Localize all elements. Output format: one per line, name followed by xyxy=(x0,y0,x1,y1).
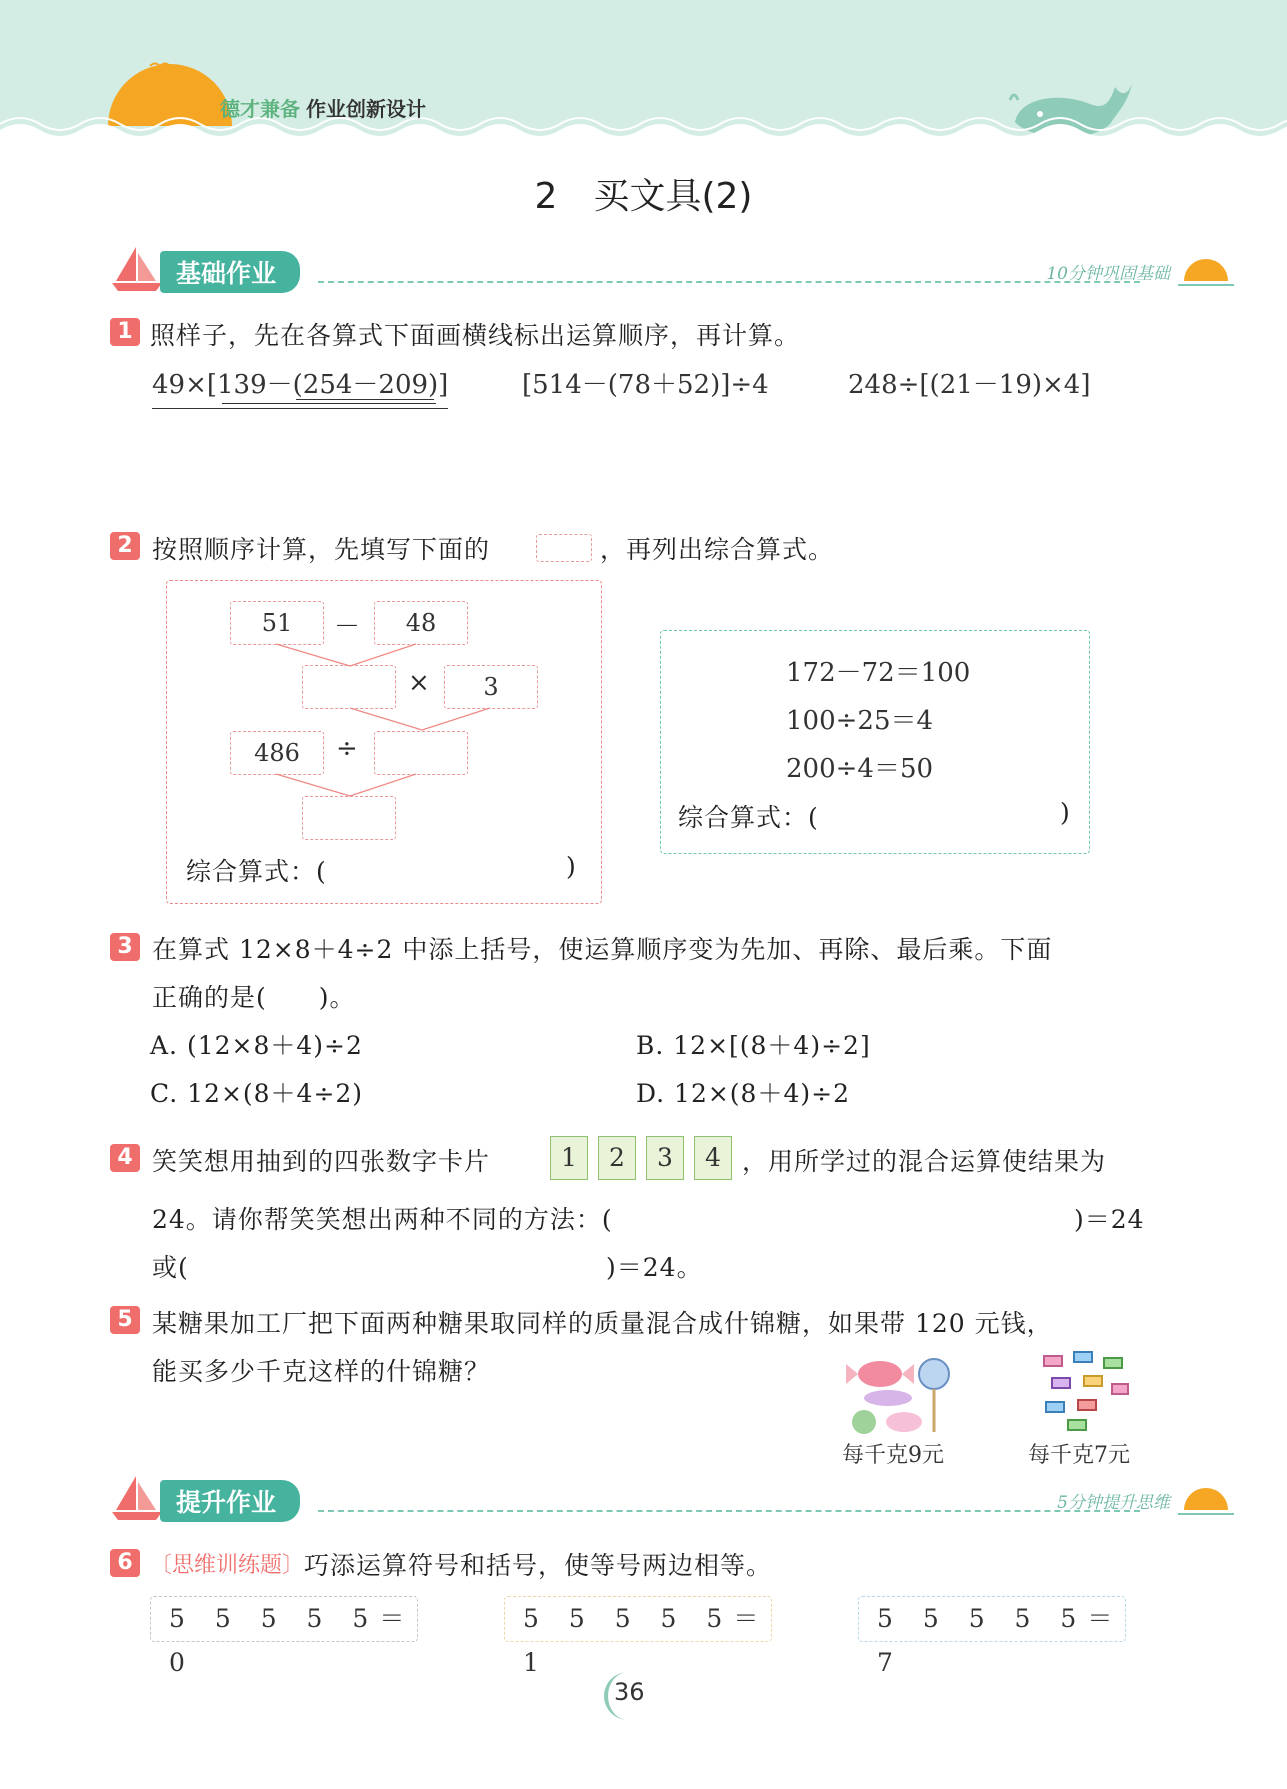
q2-tree-value-51: 51 xyxy=(230,601,324,645)
number-card-2: 2 xyxy=(598,1136,636,1180)
section-advanced-hint: 5分钟提升思维 xyxy=(1057,1493,1170,1513)
q2-tree-op-divide: ÷ xyxy=(336,734,358,764)
section-divider xyxy=(318,1510,1140,1512)
question-number: 5 xyxy=(110,1306,140,1334)
q3-option-b[interactable]: B. 12×[(8＋4)÷2] xyxy=(636,1031,871,1060)
brand-title xyxy=(220,93,426,122)
q2-step-2: 100÷25＝4 xyxy=(786,706,934,736)
q1-example-underline xyxy=(152,408,448,409)
q3-option-a[interactable]: A. (12×8＋4)÷2 xyxy=(150,1031,363,1060)
q1-expression-1: 49×[139－(254－209)] xyxy=(152,370,449,400)
candy-1-price: 每千克9元 xyxy=(842,1443,944,1468)
small-sun-icon xyxy=(1176,251,1236,291)
q5-question-line-2: 能买多少千克这样的什锦糖？ xyxy=(152,1357,491,1386)
q1-expression-3: 248÷[(21－19)×4] xyxy=(848,370,1091,400)
q1-expression-2: [514－(78＋52)]÷4 xyxy=(522,370,769,400)
sailboat-icon xyxy=(112,1474,164,1522)
q2-step-1: 172－72＝100 xyxy=(786,658,971,688)
question-number: 4 xyxy=(110,1144,140,1172)
q2-instruction-end: ，再列出综合算式。 xyxy=(600,535,835,564)
q4-line-2-right: )＝24 xyxy=(1074,1205,1145,1234)
lesson-title: 2 买文具(2) xyxy=(534,176,753,217)
q4-line-2-left: 24。请你帮笑笑想出两种不同的方法：( xyxy=(152,1205,613,1234)
q2-blank-box-example xyxy=(536,534,592,562)
brand-green-text: 德才兼备 xyxy=(220,97,300,121)
q2-combined-label-left: 综合算式：( xyxy=(186,857,327,886)
candy-type-2-image xyxy=(1038,1346,1132,1436)
q4-line-3-right: )＝24。 xyxy=(606,1253,703,1282)
q2-instruction-start: 按照顺序计算，先填写下面的 xyxy=(152,535,491,564)
q6-equation-2[interactable]: 5 5 5 5 5＝1 xyxy=(504,1596,772,1642)
question-number: 3 xyxy=(110,933,140,961)
q5-question-line-1: 某糖果加工厂把下面两种糖果取同样的质量混合成什锦糖，如果带 120 元钱， xyxy=(152,1309,1053,1338)
small-sun-icon xyxy=(1176,1480,1236,1520)
section-advanced-label: 提升作业 xyxy=(160,1480,300,1522)
q2-combined-label-right: 综合算式：( xyxy=(678,803,819,832)
page-header xyxy=(0,0,1287,150)
q6-equation-1[interactable]: 5 5 5 5 5＝0 xyxy=(150,1596,418,1642)
q2-tree-value-48: 48 xyxy=(374,601,468,645)
sun-icon xyxy=(108,64,232,126)
q4-text-end: ，用所学过的混合运算使结果为 xyxy=(742,1147,1107,1176)
section-basic-hint: 10分钟巩固基础 xyxy=(1046,264,1170,284)
q2-tree-value-3: 3 xyxy=(444,665,538,709)
candy-2-price: 每千克7元 xyxy=(1028,1443,1130,1468)
q2-tree-op-minus: － xyxy=(334,612,361,642)
number-card-4: 4 xyxy=(694,1136,732,1180)
section-basic-header xyxy=(60,245,1260,293)
page-number: 36 xyxy=(614,1678,645,1706)
q3-option-d[interactable]: D. 12×(8＋4)÷2 xyxy=(636,1079,850,1108)
q2-tree-value-486: 486 xyxy=(230,731,324,775)
question-number: 1 xyxy=(110,318,140,346)
brand-dark-text: 作业创新设计 xyxy=(306,97,426,121)
q6-tag: 〔思维训练题〕 xyxy=(150,1553,305,1578)
section-basic-label: 基础作业 xyxy=(160,251,300,293)
q1-example-underline xyxy=(296,399,434,400)
q3-question-line-1: 在算式 12×8＋4÷2 中添上括号，使运算顺序变为先加、再除、最后乘。下面 xyxy=(152,935,1053,964)
section-divider xyxy=(318,281,1140,283)
sailboat-icon xyxy=(112,245,164,293)
q2-combined-close-left: ) xyxy=(566,852,577,881)
number-card-1: 1 xyxy=(550,1136,588,1180)
q2-step-3: 200÷4＝50 xyxy=(786,754,934,784)
header-decoration xyxy=(0,0,1287,150)
candy-type-1-image xyxy=(842,1352,960,1438)
section-advanced-header xyxy=(60,1474,1260,1522)
q1-instruction: 照样子，先在各算式下面画横线标出运算顺序，再计算。 xyxy=(150,321,801,350)
number-card-3: 3 xyxy=(646,1136,684,1180)
q2-combined-close-right: ) xyxy=(1060,798,1071,827)
q4-line-3-left: 或( xyxy=(152,1253,189,1282)
question-number: 2 xyxy=(110,532,140,560)
question-number: 6 xyxy=(110,1549,140,1577)
q6-equation-3[interactable]: 5 5 5 5 5＝7 xyxy=(858,1596,1126,1642)
q3-question-line-2: 正确的是( )。 xyxy=(152,983,356,1012)
q3-option-c[interactable]: C. 12×(8＋4÷2) xyxy=(150,1079,364,1108)
q4-text-start: 笑笑想用抽到的四张数字卡片 xyxy=(152,1147,491,1176)
q1-example-underline xyxy=(222,403,436,404)
q6-instruction: 巧添运算符号和括号，使等号两边相等。 xyxy=(304,1551,773,1580)
q2-tree-op-times: × xyxy=(408,668,430,698)
